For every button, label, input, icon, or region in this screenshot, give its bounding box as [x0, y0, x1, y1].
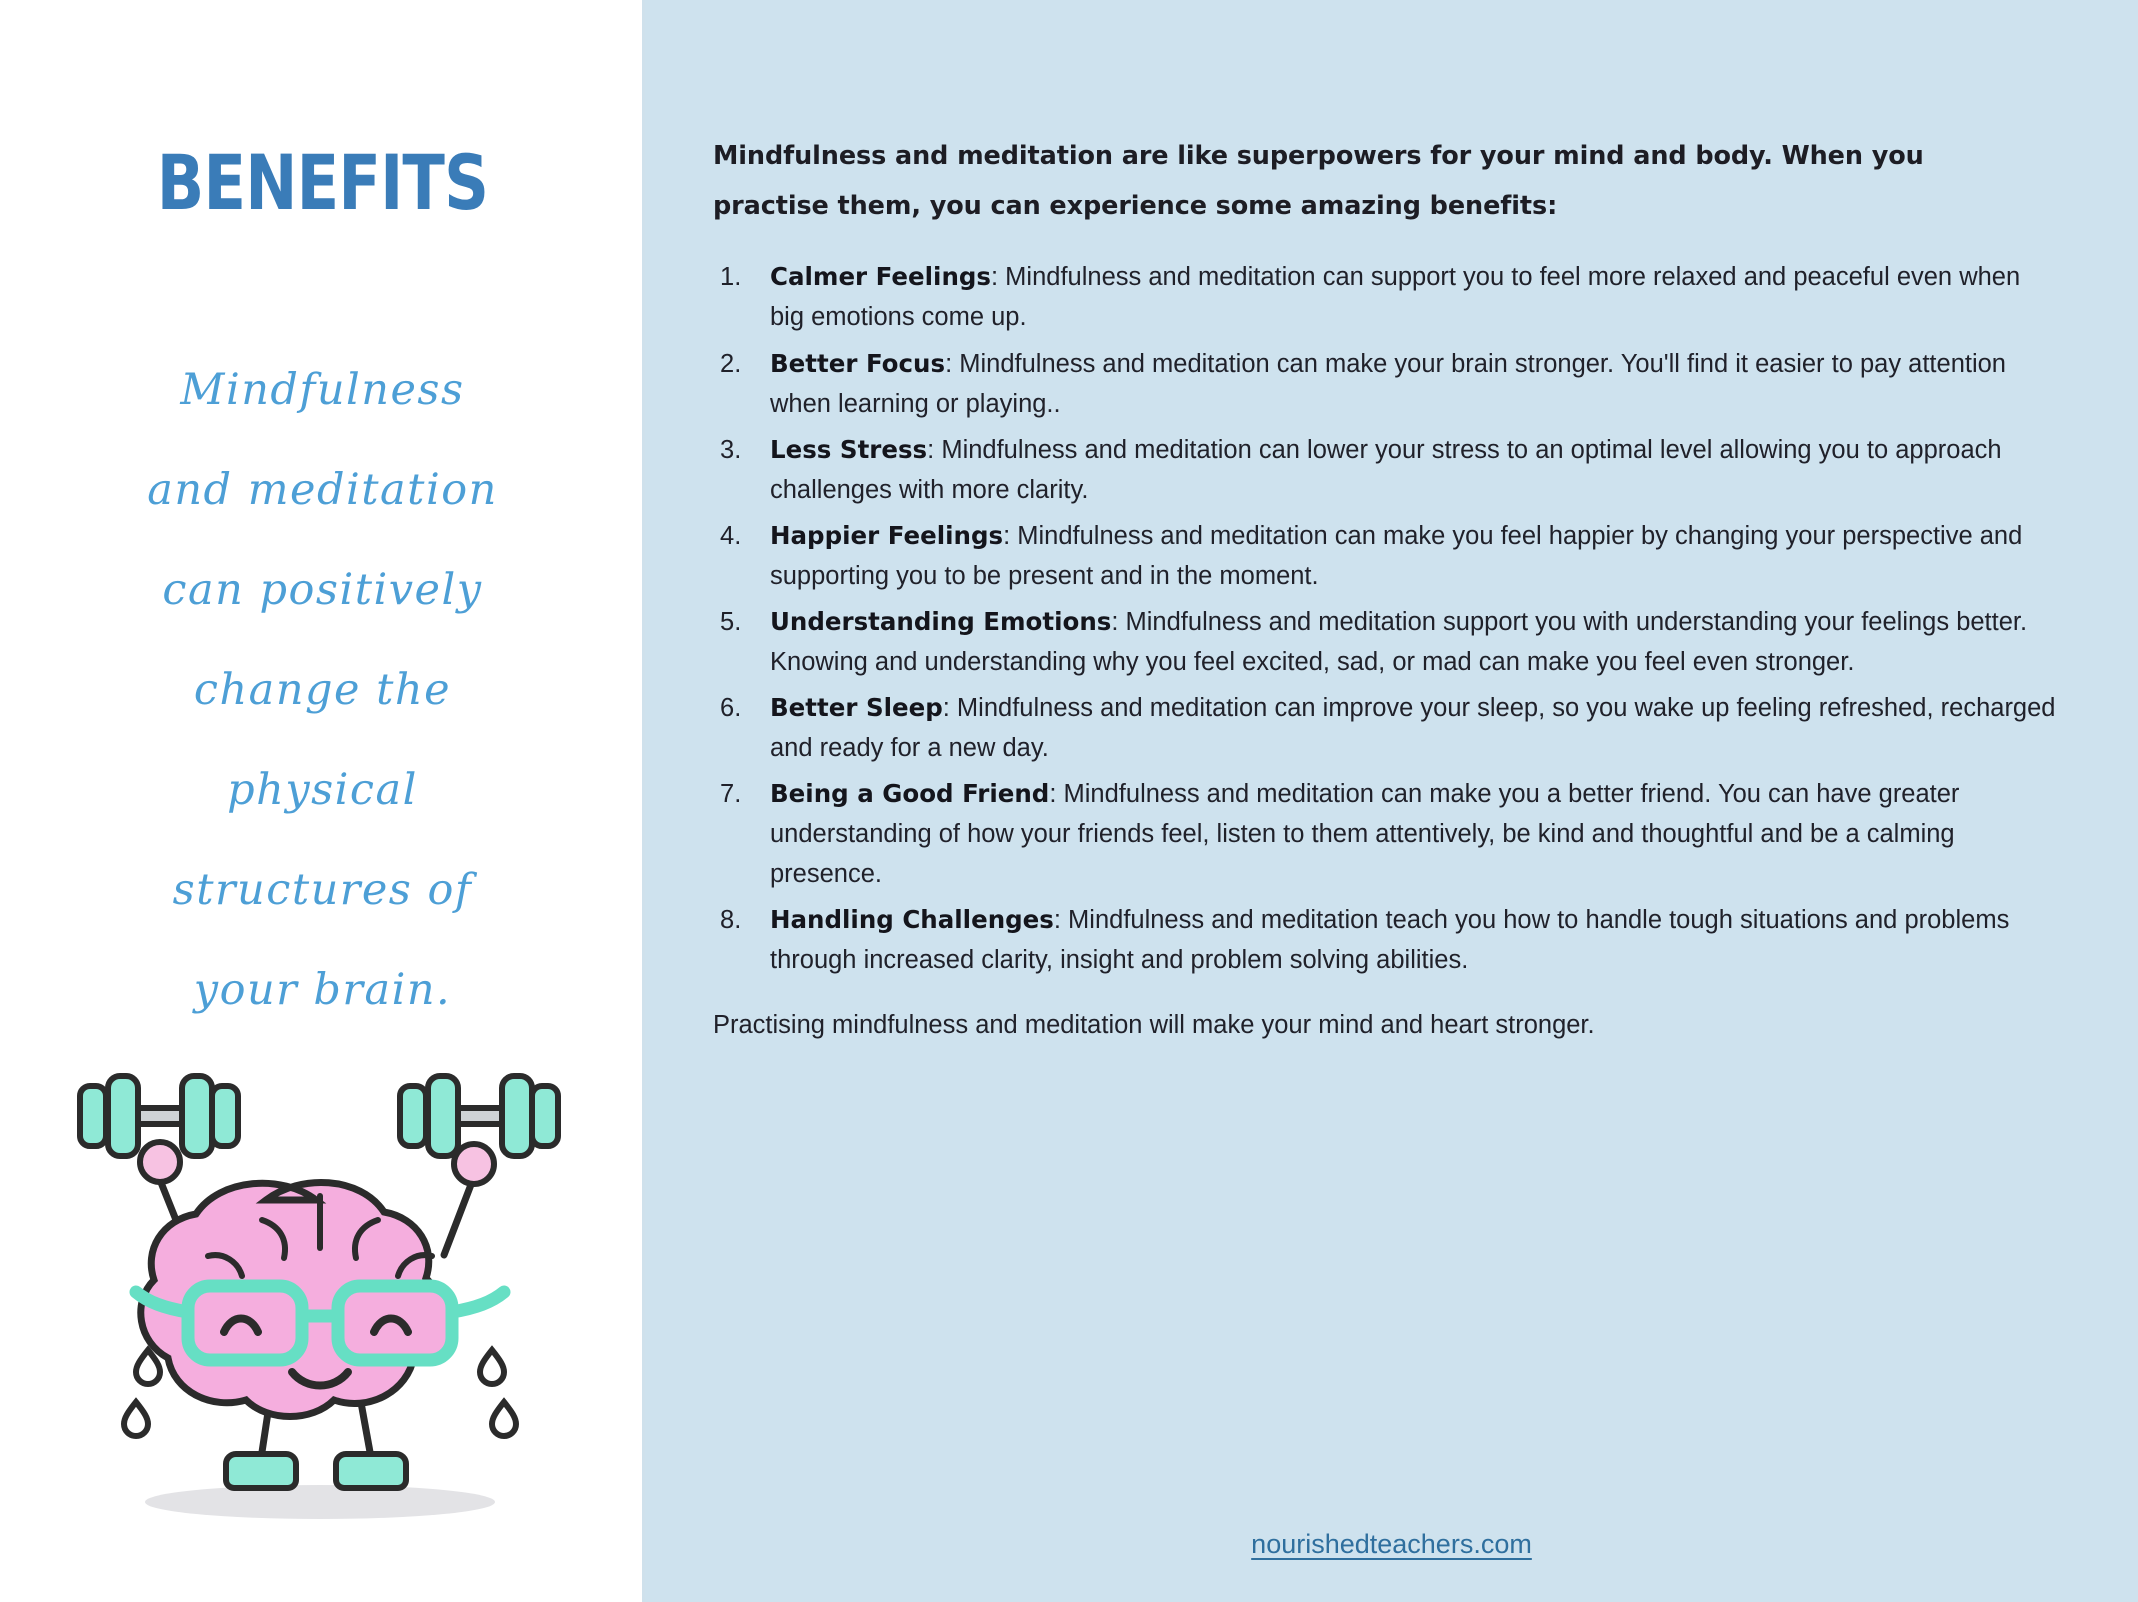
handwritten-line-5: physical	[227, 765, 418, 815]
benefits-list	[713, 257, 2058, 980]
content-panel	[645, 0, 2138, 1602]
benefit-text: : Mindfulness and meditation can lower your stress to an optimal level allowing you to approach challenges with more clarity.	[770, 435, 2002, 504]
benefit-text: : Mindfulness and meditation can make your brain stronger. You'll find it easier to pay attention when learning or playing..	[770, 349, 2006, 418]
list-item	[713, 774, 2058, 894]
list-item	[713, 516, 2058, 596]
handwritten-line-3: can positively	[162, 565, 483, 615]
handwritten-line-6: structures of	[172, 865, 473, 915]
website-link[interactable]: nourishedteachers.com	[1251, 1529, 1532, 1559]
benefit-term: Understanding Emotions	[770, 606, 1112, 636]
handwritten-subtitle	[100, 340, 545, 1040]
benefit-term: Better Sleep	[770, 692, 943, 722]
closing-paragraph: Practising mindfulness and meditation will make your mind and heart stronger.	[713, 1010, 1595, 1039]
benefit-text: : Mindfulness and meditation can make you feel happier by changing your perspective and supporting you to be present and in the moment.	[770, 521, 2023, 590]
benefit-term: Handling Challenges	[770, 904, 1054, 934]
page-title: BENEFITS	[156, 138, 489, 227]
benefit-term: Being a Good Friend	[770, 778, 1050, 808]
handwritten-line-4: change the	[193, 665, 452, 715]
brain-lifting-dumbbells-icon	[40, 1050, 600, 1530]
benefit-text: : Mindfulness and meditation can improve your sleep, so you wake up feeling refreshed, recharged and ready for a new day.	[770, 693, 2056, 762]
benefit-text: : Mindfulness and meditation teach you how to handle tough situations and problems through increased clarity, insight and problem solving abilities.	[770, 905, 2010, 974]
list-item	[713, 257, 2058, 337]
benefit-text: : Mindfulness and meditation can make you a better friend. You can have greater understanding of how your friends feel, listen to them attentively, be kind and thoughtful and be a calming presence.	[770, 779, 1960, 888]
benefit-term: Less Stress	[770, 434, 928, 464]
benefit-text: : Mindfulness and meditation can support you to feel more relaxed and peaceful even when big emotions come up.	[770, 263, 2021, 332]
list-item	[713, 900, 2058, 980]
handwritten-line-2: and meditation	[147, 465, 498, 515]
intro-paragraph: Mindfulness and meditation are like superpowers for your mind and body. When you practise them, you can experience some amazing benefits:	[713, 141, 1924, 221]
list-item	[713, 688, 2058, 768]
benefit-term: Happier Feelings	[770, 520, 1004, 550]
benefit-text: : Mindfulness and meditation support you with understanding your feelings better. Knowing and understanding why you feel excited, sad, or mad can make you feel even stronger.	[770, 607, 2028, 676]
handwritten-line-7: your brain.	[193, 965, 452, 1015]
list-item	[713, 344, 2058, 424]
list-item	[713, 430, 2058, 510]
handwritten-line-1: Mindfulness	[180, 365, 465, 415]
benefit-term: Better Focus	[770, 348, 946, 378]
list-item	[713, 602, 2058, 682]
benefit-term: Calmer Feelings	[770, 262, 992, 292]
left-panel	[0, 0, 645, 1602]
